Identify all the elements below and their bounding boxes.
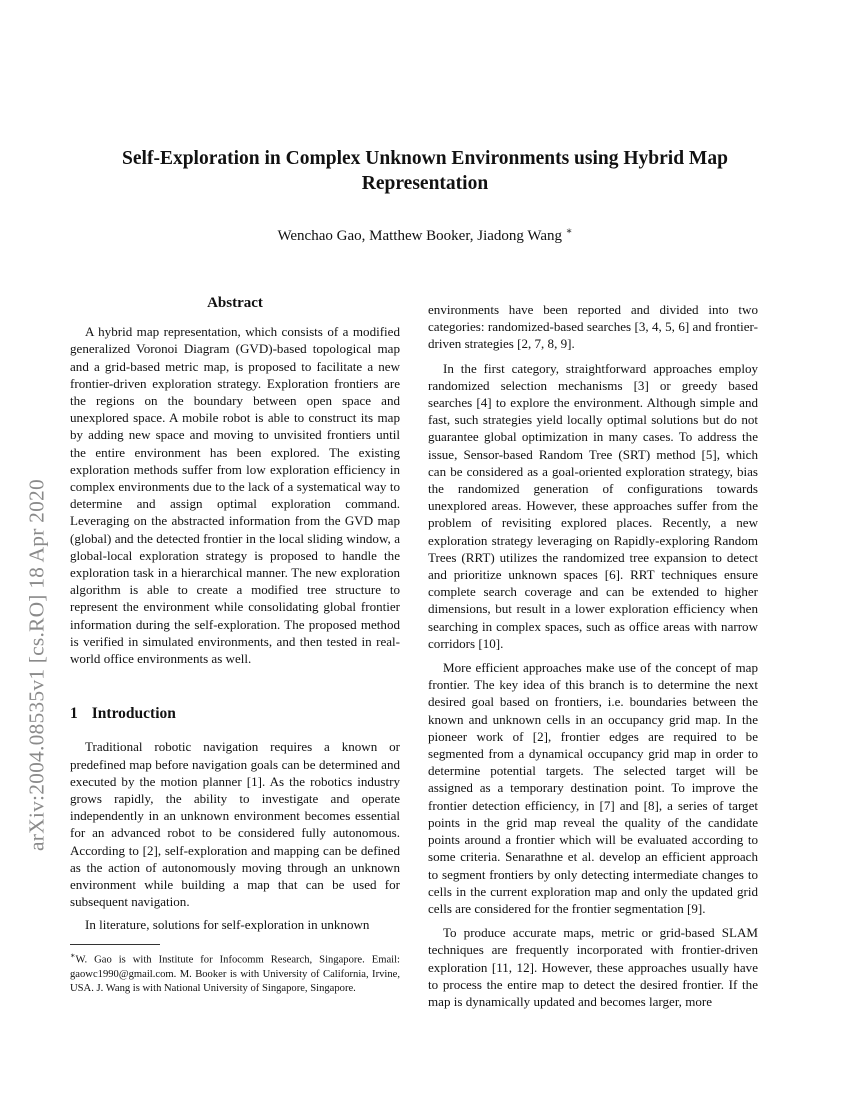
footnote-mark: ∗ <box>70 951 76 960</box>
body-paragraph: To produce accurate maps, metric or grid-based SLAM techniques are frequently incorporated with frontier-driven exploration [11, 12]. However, these approaches usually have to process the entire map to detect the desired frontier. If the map is dynamically updated and becomes larger, more <box>428 925 758 1009</box>
body-paragraph: More efficient approaches make use of the concept of map frontier. The key idea of this branch is to determine the next desired goal based on frontiers, i.e. boundaries between the known and unknown cells in an occupancy grid map. In the pioneer work of [2], frontier edges are required to be segmented from a dynamical occupancy grid map in order to determine potential targets. The selected target will be assigned as a temporary destination point. To improve the frontier detection efficiency, in [7] and [8], a series of target points in the grid map reveal the quality of the candidate points around a frontier which will be evaluated according to some criteria. Senarathne et al. develop an efficient approach to segment frontiers by only detecting intermediate changes to cells in the current exploration map and only the updated grid cells are considered for the frontier segmentation [9]. <box>428 660 758 916</box>
paper-title: Self-Exploration in Complex Unknown Environments using Hybrid Map Representation <box>122 148 728 194</box>
footnote <box>70 949 400 996</box>
section-title: Introduction <box>91 705 176 723</box>
right-column <box>428 301 758 1017</box>
introduction-paragraph: In literature, solutions for self-exploration in unknown <box>85 916 370 932</box>
section-heading-introduction <box>70 705 400 722</box>
author-footnote-mark: ∗ <box>565 226 573 237</box>
author-names: Wenchao Gao, Matthew Booker, Jiadong Wang <box>277 228 562 244</box>
section-number: 1 <box>70 705 78 723</box>
body-paragraph: In the first category, straightforward approaches employ randomized selection mechanisms [3] or greedy based searches [4] to explore the environment. Although simple and fast, such strategies yield locally optimal solutions but do not guarantee global optimization in many cases. To address the issue, Sensor-based Random Tree (SRT) method [5], which can be considered as a goal-oriented exploration strategy, bias the randomized generation of configurations towards unexplored areas. However, these approaches suffer from the problem of revisiting explored places. Recently, a new exploration strategy leveraging on Rapidly-exploring Random Trees (RRT) utilizes the randomized tree expansion to detect and prioritize unknown spaces [6]. RRT techniques ensure complete search coverage and can be extended to higher dimensions, but result in a lower exploration efficiency when searching in complex spaces, such as office areas with narrow corridors [10]. <box>428 360 758 651</box>
title-block <box>80 146 770 196</box>
footnote-rule <box>70 944 160 945</box>
author-line <box>80 226 770 245</box>
introduction-body <box>70 738 400 932</box>
abstract-body <box>70 323 400 667</box>
abstract-heading: Abstract <box>207 295 263 311</box>
arxiv-identifier-stamp: arXiv:2004.08535v1 [cs.RO] 18 Apr 2020 <box>24 479 49 851</box>
footnote-text: W. Gao is with Institute for Infocomm Research, Singapore. Email: gaowc1990@gmail.com. M. Booker is with University of California, Irvine, USA. J. Wang is with National University of Singapore, Singapore. <box>70 954 400 994</box>
left-column <box>70 292 400 938</box>
introduction-paragraph: Traditional robotic navigation requires a known or predefined map before navigation goals can be determined and executed by the motion planner [1]. As the robotics industry grows rapidly, the ability to investigate and operate independently in an unknown environment becomes essential for an advanced robot to be considered fully autonomous. According to [2], self-exploration and mapping can be defined as the action of autonomously moving through an unknown environment while building a map that can be used for subsequent navigation. <box>70 739 400 910</box>
abstract-paragraph: A hybrid map representation, which consists of a modified generalized Voronoi Diagram (GVD)-based topological map and a grid-based metric map, is proposed to facilitate a new frontier-driven exploration strategy. Exploration frontiers are the regions on the boundary between open space and unexplored space. A mobile robot is able to construct its map by adding new space and moving to unvisited frontiers until the entire environment has been explored. The existing exploration methods suffer from low exploration efficiency in complex environments due to the lack of a systematical way to determine and assign optimal exploration command. Leveraging on the abstracted information from the GVD map (global) and the detected frontier in the local sliding window, a global-local exploration strategy is proposed to handle the exploration task in a hierarchical manner. The new exploration algorithm is able to create a modified tree structure to represent the environment while consolidating global frontier information during the self-exploration. The proposed method is verified in simulated environments, and then tested in real-world office environments as well. <box>70 324 400 667</box>
continued-paragraph: environments have been reported and divided into two categories: randomized-based searches [3, 4, 5, 6] and frontier-driven strategies [2, 7, 8, 9]. <box>428 302 758 352</box>
